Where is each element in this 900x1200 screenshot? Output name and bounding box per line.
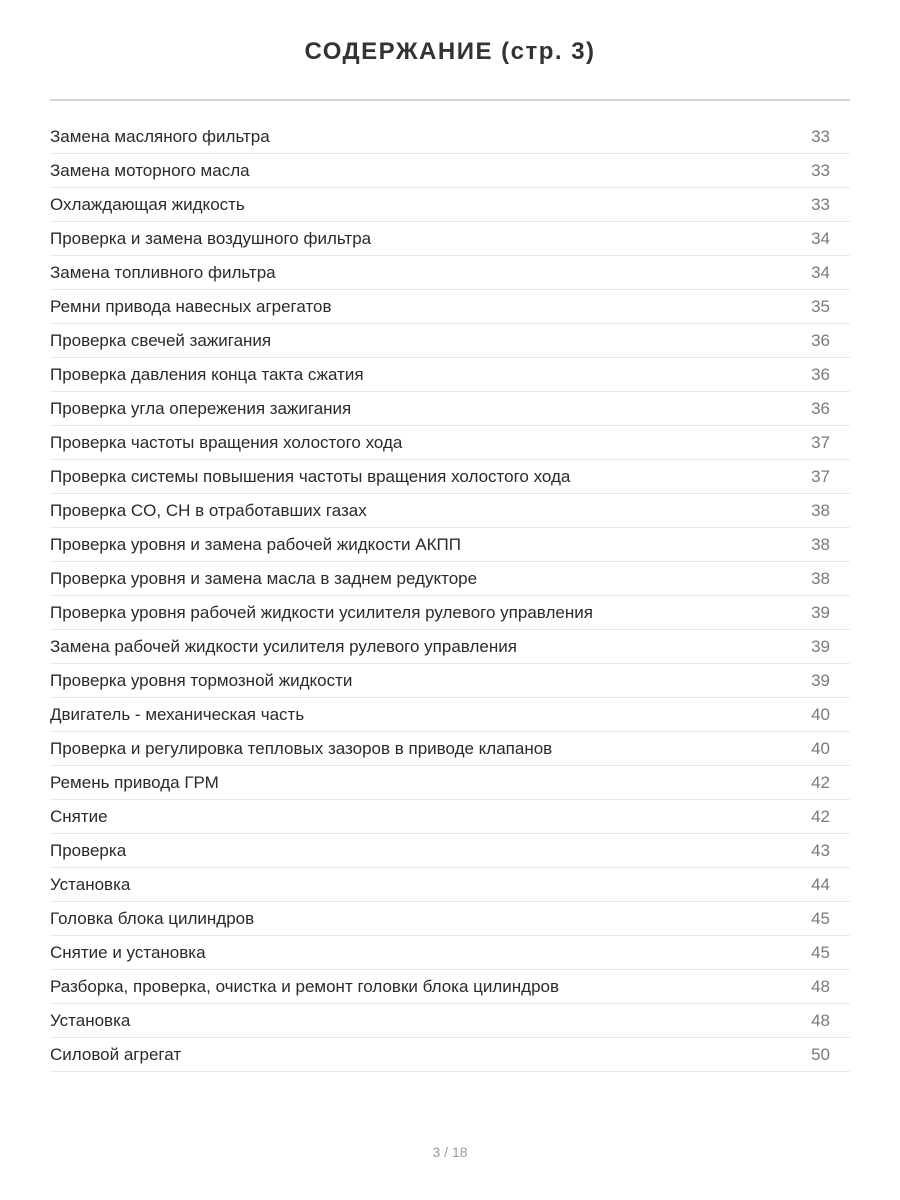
- toc-entry-page-number: 45: [811, 942, 830, 962]
- toc-entry[interactable]: [50, 970, 850, 1004]
- toc-entry-page-number: 40: [811, 738, 830, 758]
- toc-entry-page-number: 36: [811, 398, 830, 418]
- toc-entry[interactable]: [50, 392, 850, 426]
- toc-entry[interactable]: [50, 290, 850, 324]
- toc-entry-label[interactable]: Замена масляного фильтра: [50, 126, 270, 146]
- toc-entry-label[interactable]: Ремни привода навесных агрегатов: [50, 296, 332, 316]
- toc-entry-page-number: 38: [811, 500, 830, 520]
- toc-entry-page-number: 37: [811, 466, 830, 486]
- toc-entry-page-number: 35: [811, 296, 830, 316]
- table-of-contents: [50, 120, 850, 1072]
- toc-entry-label[interactable]: Установка: [50, 1010, 131, 1030]
- toc-entry[interactable]: [50, 562, 850, 596]
- toc-entry-page-number: 39: [811, 602, 830, 622]
- toc-entry-label[interactable]: Замена рабочей жидкости усилителя рулевого управления: [50, 636, 517, 656]
- toc-entry-label[interactable]: Двигатель - механическая часть: [50, 704, 305, 724]
- toc-entry-page-number: 39: [811, 670, 830, 690]
- toc-entry-label[interactable]: Проверка уровня и замена рабочей жидкости АКПП: [50, 534, 461, 554]
- toc-entry-label[interactable]: Головка блока цилиндров: [50, 908, 255, 928]
- toc-entry-label[interactable]: Проверка: [50, 840, 127, 860]
- toc-entry[interactable]: [50, 766, 850, 800]
- toc-entry[interactable]: [50, 1004, 850, 1038]
- toc-entry-page-number: 44: [811, 874, 830, 894]
- toc-entry[interactable]: [50, 460, 850, 494]
- toc-entry[interactable]: [50, 902, 850, 936]
- toc-entry[interactable]: [50, 698, 850, 732]
- toc-entry-label[interactable]: Силовой агрегат: [50, 1044, 182, 1064]
- toc-entry[interactable]: [50, 528, 850, 562]
- toc-entry[interactable]: [50, 358, 850, 392]
- toc-entry[interactable]: [50, 256, 850, 290]
- toc-entry-page-number: 38: [811, 568, 830, 588]
- toc-entry-label[interactable]: Проверка давления конца такта сжатия: [50, 364, 364, 384]
- toc-entry[interactable]: [50, 120, 850, 154]
- toc-entry-label[interactable]: Проверка уровня тормозной жидкости: [50, 670, 353, 690]
- toc-entry[interactable]: [50, 936, 850, 970]
- toc-entry[interactable]: [50, 426, 850, 460]
- toc-entry-page-number: 43: [811, 840, 830, 860]
- title-divider: [50, 99, 850, 101]
- toc-entry-label[interactable]: Охлаждающая жидкость: [50, 194, 245, 214]
- toc-entry[interactable]: [50, 800, 850, 834]
- toc-entry-page-number: 36: [811, 330, 830, 350]
- toc-entry[interactable]: [50, 222, 850, 256]
- toc-entry[interactable]: [50, 154, 850, 188]
- toc-entry[interactable]: [50, 324, 850, 358]
- toc-entry-page-number: 34: [811, 262, 830, 282]
- toc-entry-label[interactable]: Проверка CO, CH в отработавших газах: [50, 500, 367, 520]
- toc-entry[interactable]: [50, 596, 850, 630]
- toc-entry-label[interactable]: Проверка уровня и замена масла в заднем редукторе: [50, 568, 478, 588]
- toc-entry[interactable]: [50, 1038, 850, 1072]
- toc-entry-label[interactable]: Проверка угла опережения зажигания: [50, 398, 352, 418]
- toc-entry-label[interactable]: Проверка и замена воздушного фильтра: [50, 228, 372, 248]
- toc-entry-label[interactable]: Проверка и регулировка тепловых зазоров в приводе клапанов: [50, 738, 553, 758]
- toc-entry-page-number: 37: [811, 432, 830, 452]
- toc-entry[interactable]: [50, 834, 850, 868]
- toc-entry[interactable]: [50, 868, 850, 902]
- toc-entry-page-number: 48: [811, 1010, 830, 1030]
- toc-entry-label[interactable]: Проверка частоты вращения холостого хода: [50, 432, 403, 452]
- toc-entry-page-number: 36: [811, 364, 830, 384]
- toc-entry-label[interactable]: Разборка, проверка, очистка и ремонт головки блока цилиндров: [50, 976, 560, 996]
- toc-entry-label[interactable]: Снятие и установка: [50, 942, 206, 962]
- page-indicator: 3 / 18: [432, 1144, 468, 1160]
- toc-entry-label[interactable]: Установка: [50, 874, 131, 894]
- toc-entry-page-number: 50: [811, 1044, 830, 1064]
- toc-entry[interactable]: [50, 188, 850, 222]
- toc-entry[interactable]: [50, 494, 850, 528]
- toc-entry-page-number: 48: [811, 976, 830, 996]
- toc-entry-page-number: 45: [811, 908, 830, 928]
- toc-entry-page-number: 33: [811, 160, 830, 180]
- toc-entry-label[interactable]: Снятие: [50, 806, 108, 826]
- toc-entry-page-number: 38: [811, 534, 830, 554]
- toc-entry-page-number: 40: [811, 704, 830, 724]
- toc-entry-page-number: 42: [811, 772, 830, 792]
- toc-entry-page-number: 39: [811, 636, 830, 656]
- toc-entry-page-number: 33: [811, 126, 830, 146]
- toc-entry-label[interactable]: Замена топливного фильтра: [50, 262, 276, 282]
- toc-entry-label[interactable]: Проверка системы повышения частоты вращения холостого хода: [50, 466, 571, 486]
- toc-entry-label[interactable]: Проверка уровня рабочей жидкости усилителя рулевого управления: [50, 602, 593, 622]
- toc-entry[interactable]: [50, 732, 850, 766]
- page-title: СОДЕРЖАНИЕ (стр. 3): [304, 38, 596, 65]
- toc-entry-label[interactable]: Проверка свечей зажигания: [50, 330, 272, 350]
- toc-entry-label[interactable]: Замена моторного масла: [50, 160, 250, 180]
- toc-entry[interactable]: [50, 630, 850, 664]
- toc-entry[interactable]: [50, 664, 850, 698]
- toc-entry-page-number: 33: [811, 194, 830, 214]
- toc-entry-label[interactable]: Ремень привода ГРМ: [50, 772, 219, 792]
- toc-entry-page-number: 42: [811, 806, 830, 826]
- toc-entry-page-number: 34: [811, 228, 830, 248]
